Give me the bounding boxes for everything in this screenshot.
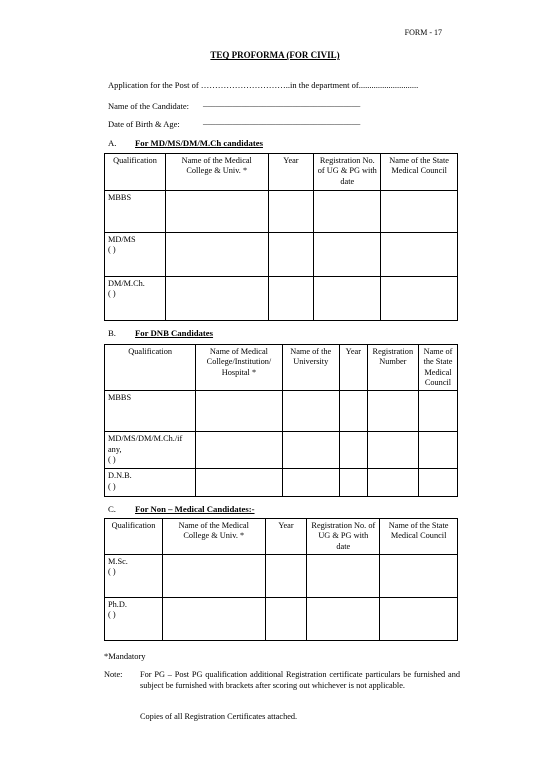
table-dnb [104, 344, 458, 497]
qualification-sub: ( ) [108, 610, 116, 620]
college-cell[interactable] [165, 277, 268, 321]
year-cell[interactable] [265, 598, 307, 641]
university-cell[interactable] [282, 469, 339, 497]
note-label: Note: [104, 670, 123, 679]
year-cell[interactable] [268, 277, 314, 321]
college-cell[interactable] [162, 598, 265, 641]
table-row [105, 391, 458, 432]
qualification-sub: ( ) [108, 481, 116, 491]
qualification-label: MD/MS [108, 235, 136, 244]
qualification-sub: ( ) [108, 289, 116, 299]
table-row [105, 469, 458, 497]
col-header-college: Name of the Medical College & Univ. * [162, 519, 265, 555]
qualification-label: MBBS [108, 193, 132, 202]
registration-cell[interactable] [314, 233, 381, 277]
col-header-qualification: Qualification [105, 154, 166, 191]
table-non-medical [104, 518, 458, 641]
qualification-cell [105, 233, 166, 277]
candidate-name-label: Name of the Candidate: [108, 101, 189, 111]
col-header-qualification: Qualification [105, 345, 196, 391]
col-header-registration: Registration No. of UG & PG with date [314, 154, 381, 191]
form-number: FORM - 17 [404, 28, 442, 37]
registration-cell[interactable] [307, 598, 380, 641]
table-row [105, 598, 458, 641]
col-header-year: Year [268, 154, 314, 191]
state-council-cell[interactable] [381, 233, 458, 277]
copies-text: Copies of all Registration Certificates attached. [140, 712, 298, 721]
qualification-label: MD/MS/DM/M.Ch./if any, [108, 434, 183, 454]
table-row [105, 191, 458, 233]
col-header-college: Name of Medical College/Institution/ Hospital * [196, 345, 282, 391]
section-a-letter: A. [108, 138, 117, 148]
qualification-label: MBBS [108, 393, 132, 403]
note-text: For PG – Post PG qualification additional Registration certificate particulars be furnished and subject be furnished with brackets after scoring out whichever is not applicable. [140, 670, 460, 691]
qualification-sub: ( ) [108, 455, 116, 465]
state-council-cell[interactable] [380, 555, 458, 598]
college-cell[interactable] [196, 469, 282, 497]
col-header-registration: Registration Number [367, 345, 418, 391]
table-row [105, 555, 458, 598]
candidate-name-field[interactable]: _____________________________________ [203, 98, 361, 108]
col-header-state-council: Name of the State Medical Council [380, 519, 458, 555]
state-council-cell[interactable] [418, 432, 457, 469]
year-cell[interactable] [339, 432, 367, 469]
university-cell[interactable] [282, 432, 339, 469]
state-council-cell[interactable] [418, 391, 457, 432]
application-line[interactable]: Application for the Post of …………………………..in the department of............................ [108, 80, 419, 90]
table-row [105, 432, 458, 469]
year-cell[interactable] [339, 391, 367, 432]
qualification-cell [105, 432, 196, 469]
col-header-year: Year [265, 519, 307, 555]
col-header-registration: Registration No. of UG & PG with date [307, 519, 380, 555]
qualification-cell [105, 191, 166, 233]
qualification-label: DM/M.Ch. [108, 279, 145, 288]
registration-cell[interactable] [314, 277, 381, 321]
qualification-sub: ( ) [108, 567, 116, 577]
state-council-cell[interactable] [380, 598, 458, 641]
col-header-college: Name of the Medical College & Univ. * [165, 154, 268, 191]
college-cell[interactable] [165, 233, 268, 277]
state-council-cell[interactable] [381, 277, 458, 321]
table-row [105, 277, 458, 321]
qualification-cell [105, 598, 163, 641]
section-b-letter: B. [108, 328, 116, 338]
college-cell[interactable] [196, 391, 282, 432]
year-cell[interactable] [268, 233, 314, 277]
table-row [105, 233, 458, 277]
qualification-cell [105, 277, 166, 321]
college-cell[interactable] [165, 191, 268, 233]
qualification-cell [105, 469, 196, 497]
table-md-ms [104, 153, 458, 321]
col-header-state-council: Name of the State Medical Council [418, 345, 457, 391]
col-header-state-council: Name of the State Medical Council [381, 154, 458, 191]
mandatory-note: *Mandatory [104, 651, 146, 661]
registration-cell[interactable] [367, 469, 418, 497]
qualification-sub: ( ) [108, 245, 116, 255]
university-cell[interactable] [282, 391, 339, 432]
page-title: TEQ PROFORMA (FOR CIVIL) [210, 50, 340, 60]
section-b-title: For DNB Candidates [135, 328, 214, 338]
col-header-university: Name of the University [282, 345, 339, 391]
dob-label: Date of Birth & Age: [108, 119, 180, 129]
year-cell[interactable] [265, 555, 307, 598]
col-header-qualification: Qualification [105, 519, 163, 555]
section-c-title: For Non – Medical Candidates:- [135, 504, 255, 514]
registration-cell[interactable] [314, 191, 381, 233]
qualification-label: D.N.B. [108, 471, 132, 481]
year-cell[interactable] [268, 191, 314, 233]
year-cell[interactable] [339, 469, 367, 497]
section-a-title: For MD/MS/DM/M.Ch candidates [135, 138, 263, 148]
state-council-cell[interactable] [418, 469, 457, 497]
qualification-cell [105, 555, 163, 598]
state-council-cell[interactable] [381, 191, 458, 233]
registration-cell[interactable] [367, 391, 418, 432]
registration-cell[interactable] [367, 432, 418, 469]
college-cell[interactable] [162, 555, 265, 598]
col-header-year: Year [339, 345, 367, 391]
dob-field[interactable]: _____________________________________ [203, 116, 361, 126]
qualification-cell [105, 391, 196, 432]
registration-cell[interactable] [307, 555, 380, 598]
qualification-label: M.Sc. [108, 557, 128, 567]
college-cell[interactable] [196, 432, 282, 469]
qualification-label: Ph.D. [108, 600, 127, 610]
section-c-letter: C. [108, 504, 116, 514]
